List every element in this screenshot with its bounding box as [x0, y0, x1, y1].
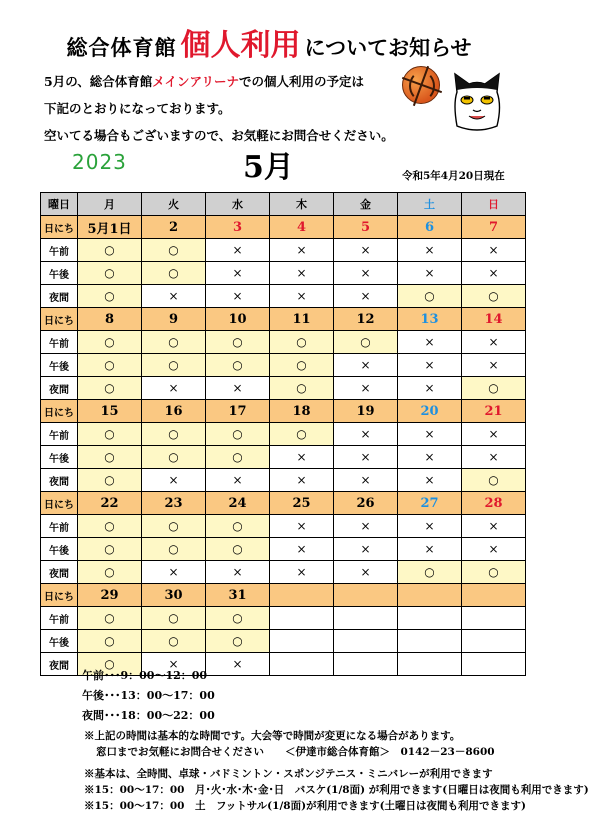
availability-cell: ○ — [142, 354, 206, 377]
date-cell — [334, 584, 398, 607]
availability-cell: × — [142, 285, 206, 308]
date-cell: 6 — [398, 216, 462, 239]
header-cell: 土 — [398, 193, 462, 216]
date-cell: 5 — [334, 216, 398, 239]
slot-label: 午後 — [41, 446, 78, 469]
availability-cell — [270, 630, 334, 653]
notes — [84, 728, 589, 814]
availability-cell: × — [270, 561, 334, 584]
cat-mascot-icon — [447, 66, 507, 136]
date-cell — [398, 584, 462, 607]
availability-cell: × — [142, 469, 206, 492]
date-cell: 4 — [270, 216, 334, 239]
availability-cell: ○ — [78, 239, 142, 262]
schedule-body — [41, 216, 526, 676]
availability-cell — [398, 653, 462, 676]
slot-row — [41, 354, 526, 377]
intro-line-1a: 5月の、総合体育館 — [44, 74, 153, 89]
availability-cell: × — [334, 423, 398, 446]
availability-cell: ○ — [398, 561, 462, 584]
availability-cell: × — [142, 561, 206, 584]
availability-cell: × — [334, 446, 398, 469]
intro-line-1b: での個人利用の予定は — [238, 74, 364, 89]
availability-cell: × — [270, 538, 334, 561]
availability-cell: ○ — [142, 331, 206, 354]
date-row-label: 日にち — [41, 308, 78, 331]
availability-cell: ○ — [78, 423, 142, 446]
header-cell: 日 — [462, 193, 526, 216]
availability-cell: ○ — [270, 354, 334, 377]
availability-cell: × — [334, 538, 398, 561]
header-cell: 月 — [78, 193, 142, 216]
year-label: 2023 — [72, 150, 127, 174]
availability-cell: × — [206, 262, 270, 285]
date-cell: 24 — [206, 492, 270, 515]
availability-cell: ○ — [78, 377, 142, 400]
slot-row — [41, 331, 526, 354]
availability-cell: ○ — [206, 607, 270, 630]
availability-cell: × — [270, 285, 334, 308]
header-cell: 金 — [334, 193, 398, 216]
time-legend — [82, 666, 215, 726]
note-3: ※基本は、全時間、卓球・バドミントン・スポンジテニス・ミニバレーが利用できます — [84, 768, 493, 780]
slot-row — [41, 561, 526, 584]
date-cell: 28 — [462, 492, 526, 515]
availability-cell: ○ — [270, 377, 334, 400]
availability-cell — [334, 607, 398, 630]
availability-cell: × — [462, 262, 526, 285]
availability-cell: ○ — [462, 469, 526, 492]
date-cell: 2 — [142, 216, 206, 239]
availability-cell: ○ — [462, 377, 526, 400]
date-cell: 23 — [142, 492, 206, 515]
slot-row — [41, 377, 526, 400]
availability-cell: ○ — [206, 630, 270, 653]
availability-cell: × — [398, 262, 462, 285]
availability-cell: × — [334, 515, 398, 538]
availability-cell: × — [462, 515, 526, 538]
date-cell: 30 — [142, 584, 206, 607]
date-cell: 25 — [270, 492, 334, 515]
date-row — [41, 492, 526, 515]
note-2: 窓口までお気軽にお問合せください ＜伊達市総合体育館＞ 0142－23－8600 — [96, 746, 495, 758]
date-row — [41, 584, 526, 607]
title-emphasis: 個人利用 — [180, 28, 301, 63]
slot-label: 夜間 — [41, 469, 78, 492]
availability-cell: ○ — [334, 331, 398, 354]
date-cell: 14 — [462, 308, 526, 331]
availability-cell — [270, 607, 334, 630]
date-row — [41, 308, 526, 331]
slot-label: 午前 — [41, 423, 78, 446]
date-cell: 21 — [462, 400, 526, 423]
availability-cell: × — [462, 239, 526, 262]
date-cell: 17 — [206, 400, 270, 423]
availability-cell: ○ — [142, 446, 206, 469]
legend-afternoon: 午後･･･13：00～17：00 — [82, 689, 215, 702]
slot-label: 午前 — [41, 515, 78, 538]
availability-cell: × — [398, 331, 462, 354]
availability-cell: × — [270, 446, 334, 469]
date-cell: 10 — [206, 308, 270, 331]
legend-night: 夜間･･･18：00～22：00 — [82, 709, 215, 722]
date-cell: 20 — [398, 400, 462, 423]
availability-cell: × — [334, 262, 398, 285]
date-cell: 12 — [334, 308, 398, 331]
availability-cell: × — [206, 377, 270, 400]
date-row-label: 日にち — [41, 492, 78, 515]
availability-cell: × — [270, 469, 334, 492]
date-cell: 31 — [206, 584, 270, 607]
date-cell: 5月1日 — [78, 216, 142, 239]
date-row-label: 日にち — [41, 584, 78, 607]
page-title — [0, 20, 538, 64]
date-cell: 15 — [78, 400, 142, 423]
legend-morning: 午前･･･9：00～12：00 — [82, 669, 208, 682]
intro-line-2: 下記のとおりになっております。 — [44, 101, 231, 116]
date-row-label: 日にち — [41, 400, 78, 423]
availability-cell: × — [398, 538, 462, 561]
availability-cell: ○ — [78, 561, 142, 584]
availability-cell — [270, 653, 334, 676]
date-cell: 27 — [398, 492, 462, 515]
availability-cell — [398, 630, 462, 653]
slot-label: 午前 — [41, 331, 78, 354]
header-cell: 火 — [142, 193, 206, 216]
title-suffix: についてお知らせ — [304, 35, 472, 60]
slot-row — [41, 538, 526, 561]
header-cell: 木 — [270, 193, 334, 216]
date-cell: 8 — [78, 308, 142, 331]
availability-cell: × — [142, 377, 206, 400]
availability-cell: ○ — [78, 469, 142, 492]
availability-cell: × — [398, 239, 462, 262]
availability-cell: ○ — [78, 538, 142, 561]
availability-cell: × — [398, 423, 462, 446]
note-5: ※15：00～17：00 土 フットサル(1/8面)が利用できます(土曜日は夜間も利用できます) — [84, 800, 527, 812]
availability-cell: ○ — [78, 515, 142, 538]
date-cell: 16 — [142, 400, 206, 423]
slot-row — [41, 607, 526, 630]
availability-cell: ○ — [78, 262, 142, 285]
availability-cell: ○ — [270, 423, 334, 446]
availability-cell: × — [334, 239, 398, 262]
title-prefix: 総合体育館 — [66, 35, 177, 60]
availability-cell: × — [398, 446, 462, 469]
availability-cell: × — [334, 285, 398, 308]
availability-cell: ○ — [78, 354, 142, 377]
availability-cell: ○ — [206, 423, 270, 446]
slot-row — [41, 423, 526, 446]
header-cell: 水 — [206, 193, 270, 216]
schedule-table — [40, 192, 526, 676]
availability-cell — [398, 607, 462, 630]
note-1: ※上記の時間は基本的な時間です。大会等で時間が変更になる場合があります。 — [84, 730, 461, 742]
slot-row — [41, 515, 526, 538]
date-cell: 13 — [398, 308, 462, 331]
intro-highlight: メインアリーナ — [152, 74, 239, 89]
availability-cell — [334, 630, 398, 653]
availability-cell: ○ — [78, 607, 142, 630]
date-cell: 22 — [78, 492, 142, 515]
intro-line-1 — [44, 68, 394, 95]
slot-label: 午前 — [41, 239, 78, 262]
intro-line-3: 空いてる場合もございますので、お気軽にお問合せください。 — [44, 128, 394, 143]
date-cell: 9 — [142, 308, 206, 331]
availability-cell: × — [334, 561, 398, 584]
availability-cell: ○ — [78, 630, 142, 653]
availability-cell: × — [270, 262, 334, 285]
availability-cell: × — [206, 285, 270, 308]
slot-label: 夜間 — [41, 377, 78, 400]
availability-cell: × — [462, 538, 526, 561]
slot-label: 夜間 — [41, 561, 78, 584]
availability-cell: × — [334, 469, 398, 492]
availability-cell: ○ — [270, 331, 334, 354]
availability-cell: × — [206, 561, 270, 584]
availability-cell: ○ — [142, 262, 206, 285]
availability-cell: × — [462, 354, 526, 377]
slot-label: 午後 — [41, 630, 78, 653]
availability-cell: × — [206, 653, 270, 676]
date-cell — [270, 584, 334, 607]
availability-cell: ○ — [206, 538, 270, 561]
availability-cell: × — [206, 239, 270, 262]
note-4: ※15：00～17：00 月･火･水･木･金･日 バスケ(1/8面) が利用できます(日曜日は夜間も利用できます) — [84, 784, 589, 796]
date-cell: 26 — [334, 492, 398, 515]
slot-label: 夜間 — [41, 653, 78, 676]
slot-label: 午後 — [41, 262, 78, 285]
availability-cell: ○ — [142, 423, 206, 446]
availability-cell: × — [398, 377, 462, 400]
date-cell: 3 — [206, 216, 270, 239]
availability-cell: × — [206, 469, 270, 492]
slot-label: 夜間 — [41, 285, 78, 308]
availability-cell — [462, 653, 526, 676]
date-cell: 7 — [462, 216, 526, 239]
availability-cell: × — [462, 331, 526, 354]
month-label: 5月 — [243, 150, 294, 185]
header-row — [41, 193, 526, 216]
date-cell: 19 — [334, 400, 398, 423]
slot-row — [41, 446, 526, 469]
availability-cell — [334, 653, 398, 676]
availability-cell: × — [398, 469, 462, 492]
basketball-icon — [402, 66, 440, 104]
availability-cell — [462, 607, 526, 630]
as-of-date: 令和5年4月20日現在 — [402, 170, 505, 182]
availability-cell: × — [462, 423, 526, 446]
availability-cell: × — [270, 239, 334, 262]
slot-row — [41, 262, 526, 285]
availability-cell: × — [398, 515, 462, 538]
slot-label: 午後 — [41, 538, 78, 561]
slot-label: 午前 — [41, 607, 78, 630]
availability-cell: ○ — [78, 653, 142, 676]
date-row — [41, 400, 526, 423]
date-cell: 29 — [78, 584, 142, 607]
availability-cell: ○ — [206, 331, 270, 354]
availability-cell: ○ — [206, 515, 270, 538]
availability-cell: ○ — [78, 285, 142, 308]
availability-cell: ○ — [142, 239, 206, 262]
availability-cell: ○ — [142, 538, 206, 561]
intro-text — [44, 68, 394, 149]
slot-row — [41, 239, 526, 262]
date-row-label: 日にち — [41, 216, 78, 239]
slot-label: 午後 — [41, 354, 78, 377]
availability-cell: ○ — [142, 515, 206, 538]
availability-cell: × — [334, 377, 398, 400]
availability-cell: × — [270, 515, 334, 538]
availability-cell — [462, 630, 526, 653]
availability-cell: ○ — [78, 331, 142, 354]
availability-cell: ○ — [462, 561, 526, 584]
date-cell: 11 — [270, 308, 334, 331]
date-cell: 18 — [270, 400, 334, 423]
date-row — [41, 216, 526, 239]
header-cell: 曜日 — [41, 193, 78, 216]
availability-cell: × — [334, 354, 398, 377]
availability-cell: ○ — [206, 446, 270, 469]
availability-cell: ○ — [462, 285, 526, 308]
slot-row — [41, 469, 526, 492]
availability-cell: × — [398, 354, 462, 377]
slot-row — [41, 285, 526, 308]
availability-cell: ○ — [142, 607, 206, 630]
availability-cell: × — [142, 653, 206, 676]
availability-cell: ○ — [398, 285, 462, 308]
slot-row — [41, 630, 526, 653]
availability-cell: ○ — [78, 446, 142, 469]
availability-cell: ○ — [206, 354, 270, 377]
date-cell — [462, 584, 526, 607]
availability-cell: × — [462, 446, 526, 469]
availability-cell: ○ — [142, 630, 206, 653]
